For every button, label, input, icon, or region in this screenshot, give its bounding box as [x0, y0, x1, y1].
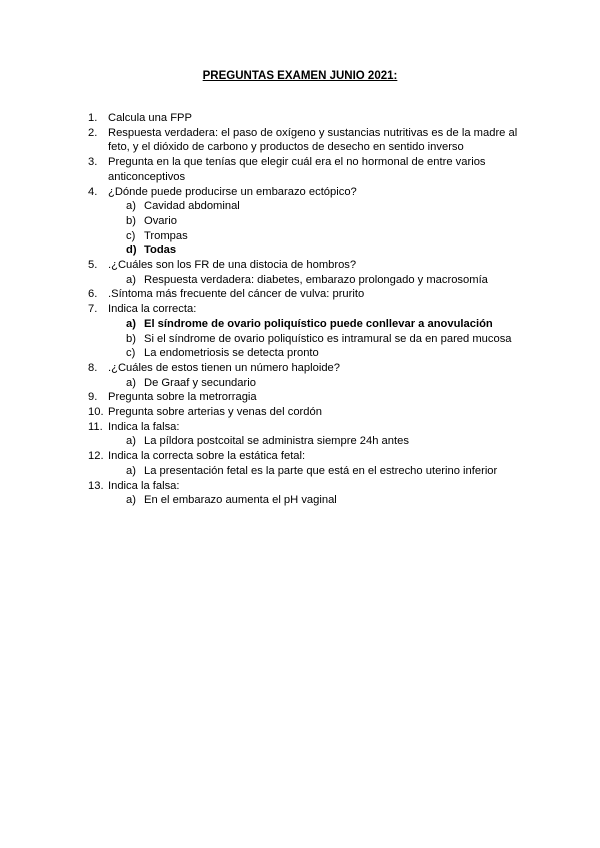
- option-text: Ovario: [144, 214, 177, 227]
- option-text: Si el síndrome de ovario poliquístico es intramural se da en pared mucosa: [144, 332, 512, 345]
- option-letter: c): [126, 347, 136, 360]
- option-letter: a): [126, 435, 136, 448]
- option-letter: b): [126, 214, 136, 227]
- option-letter: a): [126, 317, 136, 330]
- question-text: .¿Cuáles son los FR de una distocia de hombros?: [108, 259, 357, 272]
- question-number: 5.: [88, 259, 98, 272]
- option-text: Respuesta verdadera: diabetes, embarazo prolongado y macrosomía: [144, 273, 488, 286]
- question-number: 12.: [88, 450, 104, 463]
- question-text: Indica la correcta sobre la estática fetal:: [108, 450, 306, 463]
- option: [88, 346, 528, 361]
- question-text: Calcula una FPP: [108, 112, 192, 124]
- question-text: Indica la falsa:: [108, 479, 180, 492]
- option-correct: [88, 317, 528, 332]
- option-letter: a): [126, 464, 136, 477]
- question-text: Pregunta sobre la metrorragia: [108, 391, 257, 404]
- option: [88, 273, 528, 288]
- option-letter: b): [126, 332, 136, 345]
- option-text: El síndrome de ovario poliquístico puede conllevar a anovulación: [144, 317, 493, 330]
- option-text: La presentación fetal es la parte que está en el estrecho uterino inferior: [144, 464, 498, 477]
- option-text: De Graaf y secundario: [144, 376, 256, 389]
- question-number: 13.: [88, 479, 104, 492]
- question-text: .Síntoma más frecuente del cáncer de vulva: prurito: [108, 288, 365, 301]
- option-letter: d): [126, 244, 137, 257]
- question-text: Indica la falsa:: [108, 420, 180, 433]
- page-title: PREGUNTAS EXAMEN JUNIO 2021:: [202, 70, 398, 82]
- question-9: [88, 390, 528, 405]
- option-text: Todas: [144, 244, 177, 257]
- question-text: Pregunta sobre arterias y venas del cordón: [108, 406, 322, 419]
- question-7: [88, 302, 528, 317]
- question-number: 8.: [88, 361, 98, 374]
- question-number: 10.: [88, 406, 104, 419]
- option: [88, 434, 528, 449]
- question-1: [88, 111, 528, 126]
- question-text: .¿Cuáles de estos tienen un número haploide?: [108, 361, 340, 374]
- question-10: [88, 405, 528, 420]
- option-text: La endometriosis se detecta pronto: [144, 347, 319, 360]
- question-12: [88, 449, 528, 464]
- option: [88, 199, 528, 214]
- question-text: Respuesta verdadera: el paso de oxígeno y sustancias nutritivas es de la madre al feto, y el dióxido de carbono y productos de desecho en sentido inverso: [108, 126, 518, 154]
- option: [88, 229, 528, 244]
- option: [88, 332, 528, 347]
- option: [88, 376, 528, 391]
- option: [88, 214, 528, 229]
- option-letter: a): [126, 273, 136, 286]
- question-8: [88, 361, 528, 376]
- question-3: [88, 155, 528, 184]
- question-2: [88, 126, 528, 155]
- question-number: 3.: [88, 156, 98, 169]
- option-correct: [88, 243, 528, 258]
- question-number: 6.: [88, 288, 98, 301]
- option: [88, 493, 528, 508]
- question-5: [88, 258, 528, 273]
- option-letter: a): [126, 376, 136, 389]
- option: [88, 464, 528, 479]
- question-number: 11.: [88, 420, 103, 433]
- question-number: 4.: [88, 185, 98, 198]
- option-letter: a): [126, 494, 136, 507]
- question-text: Pregunta en la que tenías que elegir cuál era el no hormonal de entre varios anticonceptivos: [108, 156, 486, 183]
- question-number: 1.: [88, 112, 98, 124]
- question-6: [88, 287, 528, 302]
- option-text: La píldora postcoital se administra siempre 24h antes: [144, 435, 409, 448]
- option-text: Trompas: [144, 229, 188, 242]
- question-4: [88, 185, 528, 200]
- question-list: [88, 111, 528, 508]
- question-13: [88, 479, 528, 494]
- question-number: 9.: [88, 391, 98, 404]
- question-11: [88, 420, 528, 435]
- question-number: 2.: [88, 126, 98, 139]
- question-number: 7.: [88, 303, 98, 316]
- question-text: Indica la correcta:: [108, 303, 197, 316]
- option-text: Cavidad abdominal: [144, 200, 240, 213]
- option-letter: c): [126, 229, 136, 242]
- question-text: ¿Dónde puede producirse un embarazo ectópico?: [108, 185, 357, 198]
- option-letter: a): [126, 200, 136, 213]
- option-text: En el embarazo aumenta el pH vaginal: [144, 494, 337, 507]
